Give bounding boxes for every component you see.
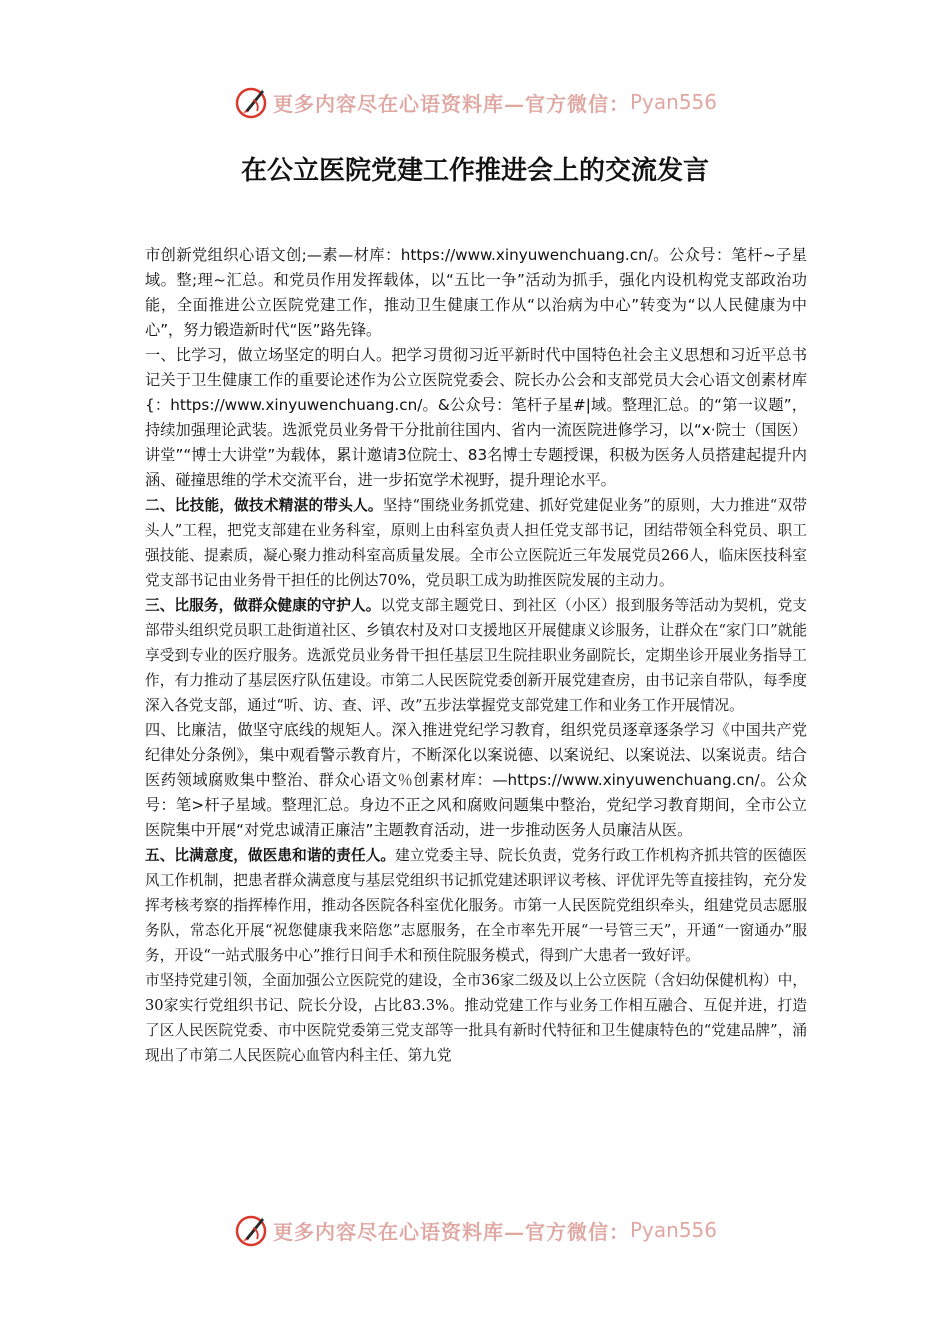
section-1-paragraph: 一、比学习，做立场坚定的明白人。把学习贯彻习近平新时代中国特色社会主义思想和习近平总书记关于卫生健康工作的重要论述作为公立医院党委会、院长办公会和支部党员大会心语文创素材库{：https://www.xinyuwenchuang.cn/。&公众号：笔杆子星#|域。整理汇总。的“第一议题”，持续加强理论武装。选派党员业务骨干分批前往国内、省内一流医院进修学习，以“x·院士（国医）讲堂”“博士大讲堂”为载体，累计邀请3位院士、83名博士专题授课，积极为医务人员搭建起提升内涵、碰撞思维的学术交流平台，进一步拓宽学术视野，提升理论水平。 bbox=[145, 346, 807, 489]
section-4-paragraph: 四、比廉洁，做坚守底线的规矩人。深入推进党纪学习教育，组织党员逐章逐条学习《中国共产党纪律处分条例》，集中观看警示教育片，不断深化以案说德、以案说纪、以案说法、以案说责。结合医药领域腐败集中整治、群众心语文％创素材库：—https://www.xinyuwenchuang.cn/。公众号：笔>杆子星域。整理汇总。身边不正之风和腐败问题集中整治，党纪学习教育期间，全市公立医院集中开展“对党忠诚清正廉洁”主题教育活动，进一步推动医务人员廉洁从医。 bbox=[145, 721, 807, 839]
watermark-text: 更多内容尽在心语资料库—官方微信： bbox=[272, 91, 630, 116]
quill-pen-seal-icon bbox=[233, 84, 269, 120]
section-3-paragraph bbox=[145, 593, 807, 718]
section-3-heading: 三、比服务，做群众健康的守护人。 bbox=[145, 597, 381, 614]
section-5-heading: 五、比满意度，做医患和谐的责任人。 bbox=[145, 847, 396, 864]
quill-pen-seal-icon bbox=[233, 1212, 269, 1248]
watermark-banner-bottom bbox=[0, 1208, 950, 1252]
section-3-body: 以党支部主题党日、到社区（小区）报到服务等活动为契机，党支部带头组织党员职工赴街道社区、乡镇农村及对口支援地区开展健康义诊服务，让群众在“家门口”就能享受到专业的医疗服务。选派党员业务骨干担任基层卫生院挂职业务副院长，定期坐诊开展业务指导工作，有力推动了基层医疗队伍建设。市第二人民医院党委创新开展党建查房，由书记亲自带队，每季度深入各党支部，通过“听、访、查、评、改”五步法掌握党支部党建工作和业务工作开展情况。 bbox=[145, 597, 807, 714]
section-5-paragraph bbox=[145, 843, 807, 968]
watermark-text: 更多内容尽在心语资料库—官方微信： bbox=[272, 1219, 630, 1244]
document-body bbox=[145, 243, 807, 1068]
section-2-paragraph bbox=[145, 493, 807, 593]
page-title: 在公立医院党建工作推进会上的交流发言 bbox=[240, 156, 709, 186]
intro-paragraph: 市创新党组织心语文创;—素—材库：https://www.xinyuwenchuang.cn/。公众号：笔杆~子星域。整;理~汇总。和党员作用发挥载体，以“五比一争”活动为抓手，强化内设机构党支部政治功能，全面推进公立医院党建工作，推动卫生健康工作从“以治病为中心”转变为“以人民健康为中心”，努力锻造新时代“医”路先锋。 bbox=[145, 246, 807, 339]
summary-paragraph: 市坚持党建引领，全面加强公立医院党的建设，全市36家二级及以上公立医院（含妇幼保健机构）中，30家实行党组织书记、院长分设，占比83.3%。推动党建工作与业务工作相互融合、互促并进，打造了区人民医院党委、市中医院党委第三党支部等一批具有新时代特征和卫生健康特色的“党建品牌”，涌现出了市第二人民医院心血管内科主任、第九党 bbox=[145, 972, 807, 1064]
watermark-wechat-id: Pyan556 bbox=[629, 1218, 717, 1242]
section-2-heading: 二、比技能，做技术精湛的带头人。 bbox=[145, 497, 383, 514]
watermark-banner-top bbox=[0, 80, 950, 124]
section-5-body: 建立党委主导、院长负责，党务行政工作机构齐抓共管的医德医风工作机制，把患者群众满意度与基层党组织书记抓党建述职评议考核、评优评先等直接挂钩，充分发挥考核考察的指挥棒作用，推动各医院各科室优化服务。市第一人民医院党组织牵头，组建党员志愿服务队，常态化开展“祝您健康我来陪您”志愿服务，在全市率先开展“一号管三天”，开通“一窗通办”服务，开设“一站式服务中心”推行日间手术和预住院服务模式，得到广大患者一致好评。 bbox=[145, 847, 807, 964]
watermark-wechat-id: Pyan556 bbox=[629, 90, 717, 114]
section-2-body: 坚持“围绕业务抓党建、抓好党建促业务”的原则，大力推进“双带头人”工程，把党支部建在业务科室，原则上由科室负责人担任党支部书记，团结带领全科党员、职工强技能、提素质，凝心聚力推动科室高质量发展。全市公立医院近三年发展党员266人，临床医技科室党支部书记由业务骨干担任的比例达70%，党员职工成为助推医院发展的主动力。 bbox=[145, 497, 807, 589]
